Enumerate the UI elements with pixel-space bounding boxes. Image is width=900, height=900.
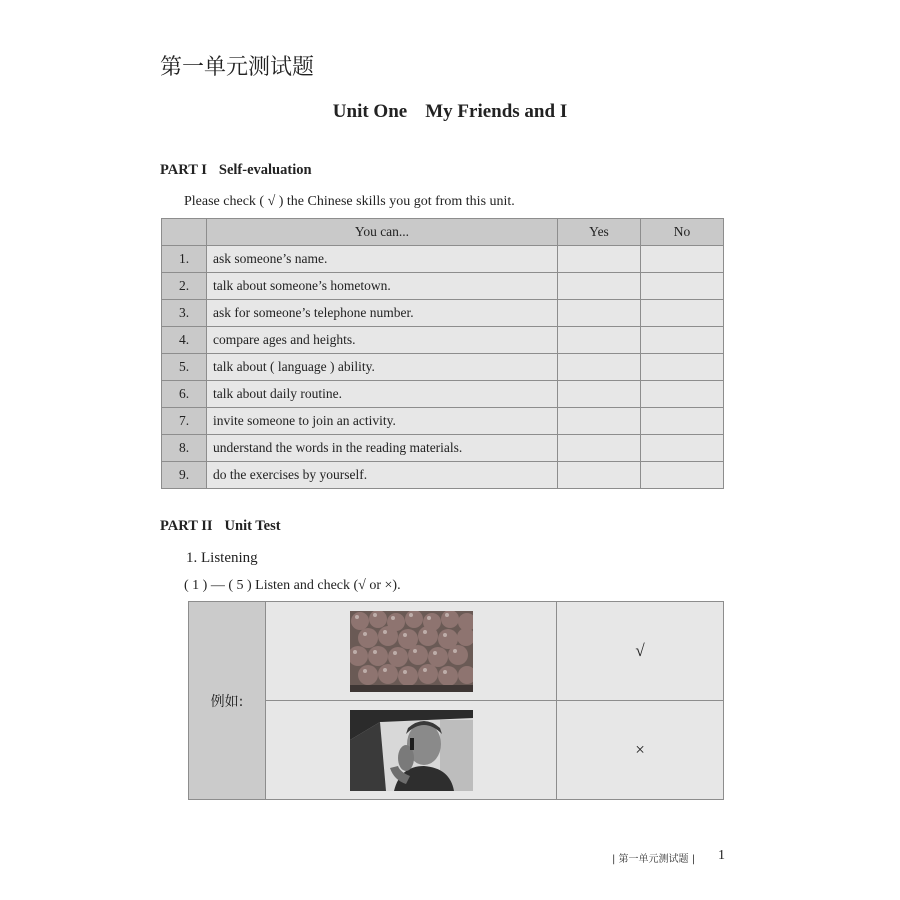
table-header-row <box>162 219 724 246</box>
table-row <box>162 462 724 489</box>
yes-check-cell[interactable] <box>558 300 641 327</box>
row-skill-text: compare ages and heights. <box>207 327 558 354</box>
example-mark-cross: × <box>557 701 724 800</box>
example-label: 例如: <box>189 602 266 800</box>
no-check-cell[interactable] <box>641 300 724 327</box>
page-number: 1 <box>718 848 725 863</box>
part2-title: Unit Test <box>224 518 281 534</box>
row-number: 7. <box>162 408 207 435</box>
no-check-cell[interactable] <box>641 273 724 300</box>
no-check-cell[interactable] <box>641 354 724 381</box>
row-number: 9. <box>162 462 207 489</box>
listening-example-table <box>188 601 724 800</box>
unit-title <box>0 101 900 123</box>
row-skill-text: talk about someone’s hometown. <box>207 273 558 300</box>
yes-check-cell[interactable] <box>558 381 641 408</box>
yes-check-cell[interactable] <box>558 435 641 462</box>
row-skill-text: ask someone’s name. <box>207 246 558 273</box>
part1-title: Self-evaluation <box>218 162 312 178</box>
no-check-cell[interactable] <box>641 462 724 489</box>
header-you-can: You can... <box>207 219 558 246</box>
table-row <box>162 246 724 273</box>
header-yes: Yes <box>558 219 641 246</box>
yes-check-cell[interactable] <box>558 354 641 381</box>
row-number: 4. <box>162 327 207 354</box>
example-picture-cell <box>266 602 557 701</box>
chapter-title: 第一单元测试题 <box>160 55 315 80</box>
unit-label: Unit One <box>332 101 408 122</box>
table-row <box>162 408 724 435</box>
apples-photo <box>350 611 473 692</box>
example-row <box>189 602 724 701</box>
header-num <box>162 219 207 246</box>
row-skill-text: invite someone to join an activity. <box>207 408 558 435</box>
row-number: 6. <box>162 381 207 408</box>
part1-number: PART I <box>160 162 207 178</box>
footer-section-label: | 第一单元测试题 | <box>612 854 696 865</box>
yes-check-cell[interactable] <box>558 462 641 489</box>
row-skill-text: ask for someone’s telephone number. <box>207 300 558 327</box>
example-row <box>189 701 724 800</box>
unit-name: My Friends and I <box>425 101 568 122</box>
self-evaluation-table <box>161 218 724 489</box>
row-skill-text: understand the words in the reading materials. <box>207 435 558 462</box>
no-check-cell[interactable] <box>641 435 724 462</box>
yes-check-cell[interactable] <box>558 246 641 273</box>
yes-check-cell[interactable] <box>558 273 641 300</box>
row-number: 2. <box>162 273 207 300</box>
yes-check-cell[interactable] <box>558 327 641 354</box>
no-check-cell[interactable] <box>641 408 724 435</box>
listening-section-title: 1. Listening <box>186 550 258 566</box>
part1-instruction: Please check ( √ ) the Chinese skills you got from this unit. <box>184 194 515 209</box>
row-skill-text: talk about daily routine. <box>207 381 558 408</box>
header-no: No <box>641 219 724 246</box>
row-skill-text: talk about ( language ) ability. <box>207 354 558 381</box>
part2-heading <box>160 518 281 535</box>
example-picture-cell <box>266 701 557 800</box>
no-check-cell[interactable] <box>641 381 724 408</box>
no-check-cell[interactable] <box>641 327 724 354</box>
table-row <box>162 300 724 327</box>
row-number: 8. <box>162 435 207 462</box>
example-mark-check: √ <box>557 602 724 701</box>
table-row <box>162 273 724 300</box>
yes-check-cell[interactable] <box>558 408 641 435</box>
table-row <box>162 354 724 381</box>
table-row <box>162 381 724 408</box>
part1-heading <box>160 162 312 179</box>
no-check-cell[interactable] <box>641 246 724 273</box>
row-number: 5. <box>162 354 207 381</box>
row-skill-text: do the exercises by yourself. <box>207 462 558 489</box>
man-on-phone-in-car-photo <box>350 710 473 791</box>
part2-number: PART II <box>160 518 213 534</box>
table-row <box>162 327 724 354</box>
row-number: 3. <box>162 300 207 327</box>
row-number: 1. <box>162 246 207 273</box>
listening-instruction: ( 1 ) — ( 5 ) Listen and check (√ or ×). <box>184 578 401 593</box>
table-row <box>162 435 724 462</box>
